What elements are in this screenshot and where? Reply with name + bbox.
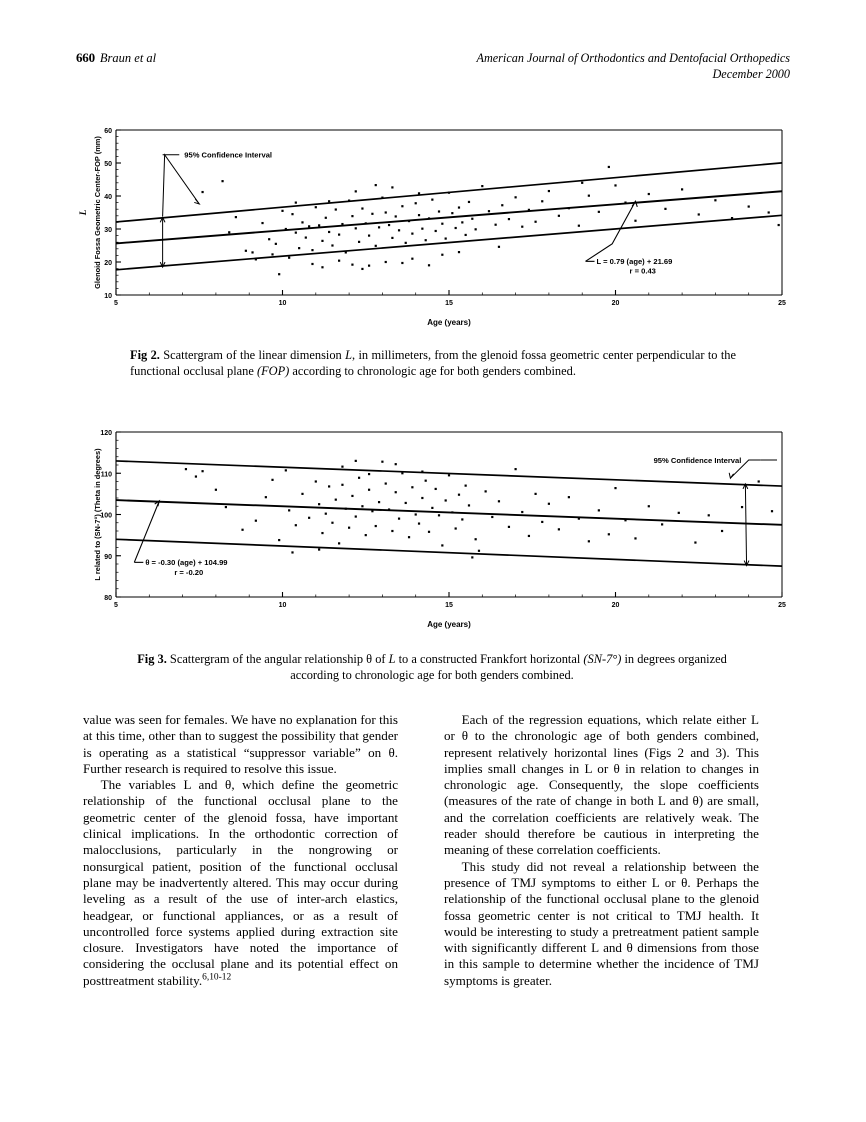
svg-text:80: 80 <box>104 595 112 602</box>
running-head <box>76 50 790 96</box>
figure-2-caption <box>130 348 736 379</box>
figure-2-caption-italic-1: L <box>345 348 353 362</box>
y-axis-label: Glenoid Fossa Geometric Center-FOP (mm) <box>93 136 102 289</box>
running-head-left <box>76 50 156 66</box>
y-axis-variable: L <box>78 209 88 216</box>
svg-text:25: 25 <box>778 602 786 609</box>
correlation-annotation: r = 0.43 <box>629 266 656 276</box>
page-number: 660 <box>76 50 95 65</box>
regression-equation-annotation: θ = -0.30 (age) + 104.99 <box>145 558 228 568</box>
confidence-upper <box>116 163 782 222</box>
issue-date: December 2000 <box>712 67 790 81</box>
figure-3-caption-text-2: to a constructed Frankfort horizontal <box>395 652 584 666</box>
svg-text:15: 15 <box>445 300 453 307</box>
y-axis-label: L related to (SN-7°) (Theta in degrees) <box>93 448 102 581</box>
svg-text:110: 110 <box>100 471 112 479</box>
figure-2-label: Fig 2. <box>130 348 160 362</box>
figure-2-chart <box>76 122 790 327</box>
paragraph-text: The variables L and θ, which define the geometric relationship of the functional occlusal plane to the geometric center of the glenoid fossa, have important clinical implications. In the orthodontic correction of malocclusions, particularly in the nongrowing or nonsurgical patient, position of the functional occlusal plane may be inadvertently altered. This may occur during leveling as a result of the use of inter-arch elastics, headgear, or functional appliances, or as a result of uncontrolled force systems applied during extraction site closure. Investigators have noted the importance of considering the occlusal plane and its potential effect on posttreatment stability. <box>83 777 398 988</box>
body-column-right <box>444 712 759 989</box>
figure-3-scatterplot <box>76 424 790 629</box>
regression-line <box>116 191 782 243</box>
confidence-interval-annotation: 95% Confidence Interval <box>184 150 273 160</box>
figure-3-caption <box>130 652 734 683</box>
figure-2 <box>76 122 790 327</box>
correlation-annotation: r = -0.20 <box>174 567 204 577</box>
figure-3-chart <box>76 424 790 629</box>
paragraph: value was seen for females. We have no explanation for this at this time, other than to suggest the possibility that gender is operating as a statistical “suppressor variable” on θ. Further research is required to resolve this issue. <box>83 712 398 776</box>
x-axis-label: Age (years) <box>427 318 471 327</box>
regression-equation-annotation: L = 0.79 (age) + 21.69 <box>596 257 673 267</box>
figure-3-caption-italic-2: (SN-7°) <box>583 652 622 666</box>
svg-text:20: 20 <box>611 300 620 307</box>
svg-text:20: 20 <box>611 602 620 609</box>
figure-2-caption-text-3: according to chronologic age for both genders combined. <box>289 363 576 378</box>
svg-text:100: 100 <box>100 512 112 520</box>
svg-text:20: 20 <box>104 260 112 267</box>
x-axis-label: Age (years) <box>427 620 471 629</box>
scatter-points <box>201 166 779 275</box>
svg-text:10: 10 <box>278 300 287 307</box>
confidence-lower <box>116 215 782 269</box>
figure-2-caption-italic-2: (FOP) <box>256 363 290 378</box>
svg-text:25: 25 <box>778 300 786 307</box>
figure-3-caption-text-1: Scattergram of the angular relationship θ of <box>169 652 389 666</box>
svg-text:10: 10 <box>104 293 112 300</box>
figure-3-caption-italic-1: L <box>388 652 396 666</box>
paragraph: This study did not reveal a relationship between the presence of TMJ symptoms to either L or θ. Perhaps the relationship of the functional occlusal plane to the glenoid fossa geometric center is not critical to TMJ health. It would be interesting to study a pretreatment patient sample with significantly different L and θ dimensions from those in this sample to determine whether the incidence of TMJ symptoms is greater. <box>444 858 759 988</box>
confidence-interval-annotation: 95% Confidence Interval <box>653 455 742 465</box>
paragraph <box>83 777 398 989</box>
svg-text:10: 10 <box>278 602 287 609</box>
reference-superscript: 6,10-12 <box>202 972 232 983</box>
figure-2-scatterplot <box>76 122 790 327</box>
svg-text:15: 15 <box>445 602 453 609</box>
svg-text:120: 120 <box>100 430 112 437</box>
figure-3-label: Fig 3. <box>137 652 167 666</box>
journal-title: American Journal of Orthodontics and Dentofacial Orthopedics <box>476 51 790 65</box>
svg-text:90: 90 <box>104 553 112 561</box>
running-head-authors: Braun et al <box>99 51 157 65</box>
svg-text:30: 30 <box>104 227 112 234</box>
running-head-right <box>477 50 790 82</box>
regression-line <box>116 500 782 525</box>
svg-text:60: 60 <box>104 128 112 135</box>
body-column-left <box>83 712 398 989</box>
paragraph: Each of the regression equations, which relate either L or θ to the chronologic age of both genders combined, represent relatively horizontal lines (Figs 2 and 3). This implies small changes in L or θ in relation to changes in chronologic age. Consequently, the slope coefficients (measures of the rate of change in both L and θ) are small, and the correlation coefficients are relatively weak. The reader should therefore be cautious in interpreting the meaning of these correlation coefficients. <box>444 712 759 858</box>
figure-2-caption-text-1: Scattergram of the linear dimension <box>163 348 346 362</box>
figure-2-caption-text-2: , in millimeters, from the glenoid fossa geometric center perpendicular to the functional occlusal plane <box>130 348 736 378</box>
svg-text:50: 50 <box>104 161 112 168</box>
svg-text:40: 40 <box>104 194 112 201</box>
svg-text:5: 5 <box>114 602 118 609</box>
figure-3-caption-text-3: in degrees organized according to chronologic age for both genders combined. <box>290 652 727 682</box>
figure-3 <box>76 424 790 629</box>
svg-text:5: 5 <box>114 300 118 307</box>
